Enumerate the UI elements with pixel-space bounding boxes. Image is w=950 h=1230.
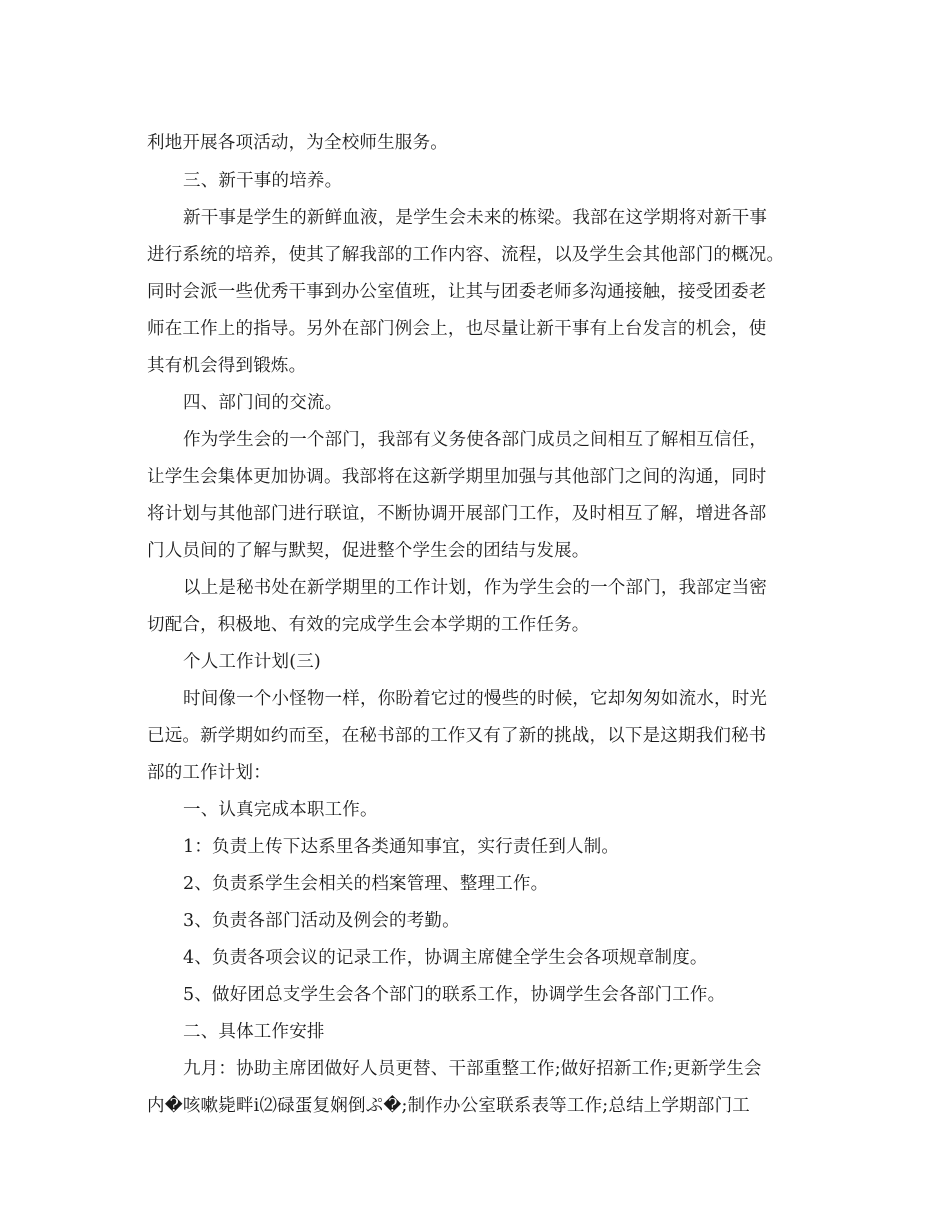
text-line: 作为学生会的一个部门，我部有义务使各部门成员之间相互了解相互信任， [183, 430, 768, 450]
text-line: 同时会派一些优秀干事到办公室值班，让其与团委老师多沟通接触，接受团委老 [147, 282, 767, 302]
list-item: 2、负责系学生会相关的档案管理、整理工作。 [183, 874, 549, 894]
list-item: 4、负责各项会议的记录工作，协调主席健全学生会各项规章制度。 [183, 948, 708, 968]
text-line: 利地开展各项活动，为全校师生服务。 [147, 133, 448, 153]
text-line: 新干事是学生的新鲜血液，是学生会未来的栋梁。我部在这学期将对新干事 [183, 208, 768, 228]
list-item: 1：负责上传下达系里各类通知事宜，实行责任到人制。 [183, 837, 620, 857]
list-item: 3、负责各部门活动及例会的考勤。 [183, 911, 460, 931]
text-line: 切配合，积极地、有效的完成学生会本学期的工作任务。 [147, 615, 590, 635]
text-line: 时间像一个小怪物一样，你盼着它过的慢些的时候，它却匆匆如流水，时光 [183, 689, 768, 709]
text-line: 将计划与其他部门进行联谊，不断协调开展部门工作，及时相互了解，增进各部 [147, 504, 767, 524]
text-line: 师在工作上的指导。另外在部门例会上，也尽量让新干事有上台发言的机会，使 [147, 319, 767, 339]
text-line: 部的工作计划： [147, 763, 271, 783]
section-heading: 二、具体工作安排 [183, 1022, 325, 1042]
text-line: 让学生会集体更加协调。我部将在这新学期里加强与其他部门之间的沟通，同时 [147, 467, 767, 487]
text-line: 进行系统的培养，使其了解我部的工作内容、流程，以及学生会其他部门的概况。 [147, 245, 785, 265]
text-line: 其有机会得到锻炼。 [147, 356, 307, 376]
text-line: 以上是秘书处在新学期里的工作计划，作为学生会的一个部门，我部定当密 [183, 578, 768, 598]
text-line: 九月：协助主席团做好人员更替、干部重整工作;做好招新工作;更新学生会 [183, 1059, 762, 1079]
section-heading: 三、新干事的培养。 [183, 171, 343, 191]
section-heading: 四、部门间的交流。 [183, 393, 343, 413]
section-heading: 一、认真完成本职工作。 [183, 800, 378, 820]
text-line: 内�咳嗽毙畔ⅰ⑵碌蛋复娴倒ぷ�;制作办公室联系表等工作;总结上学期部门工 [147, 1096, 750, 1116]
text-line: 已远。新学期如约而至，在秘书部的工作又有了新的挑战，以下是这期我们秘书 [147, 726, 767, 746]
text-line: 门人员间的了解与默契，促进整个学生会的团结与发展。 [147, 541, 590, 561]
document-title: 个人工作计划(三) [183, 652, 321, 672]
list-item: 5、做好团总支学生会各个部门的联系工作，协调学生会各部门工作。 [183, 985, 726, 1005]
